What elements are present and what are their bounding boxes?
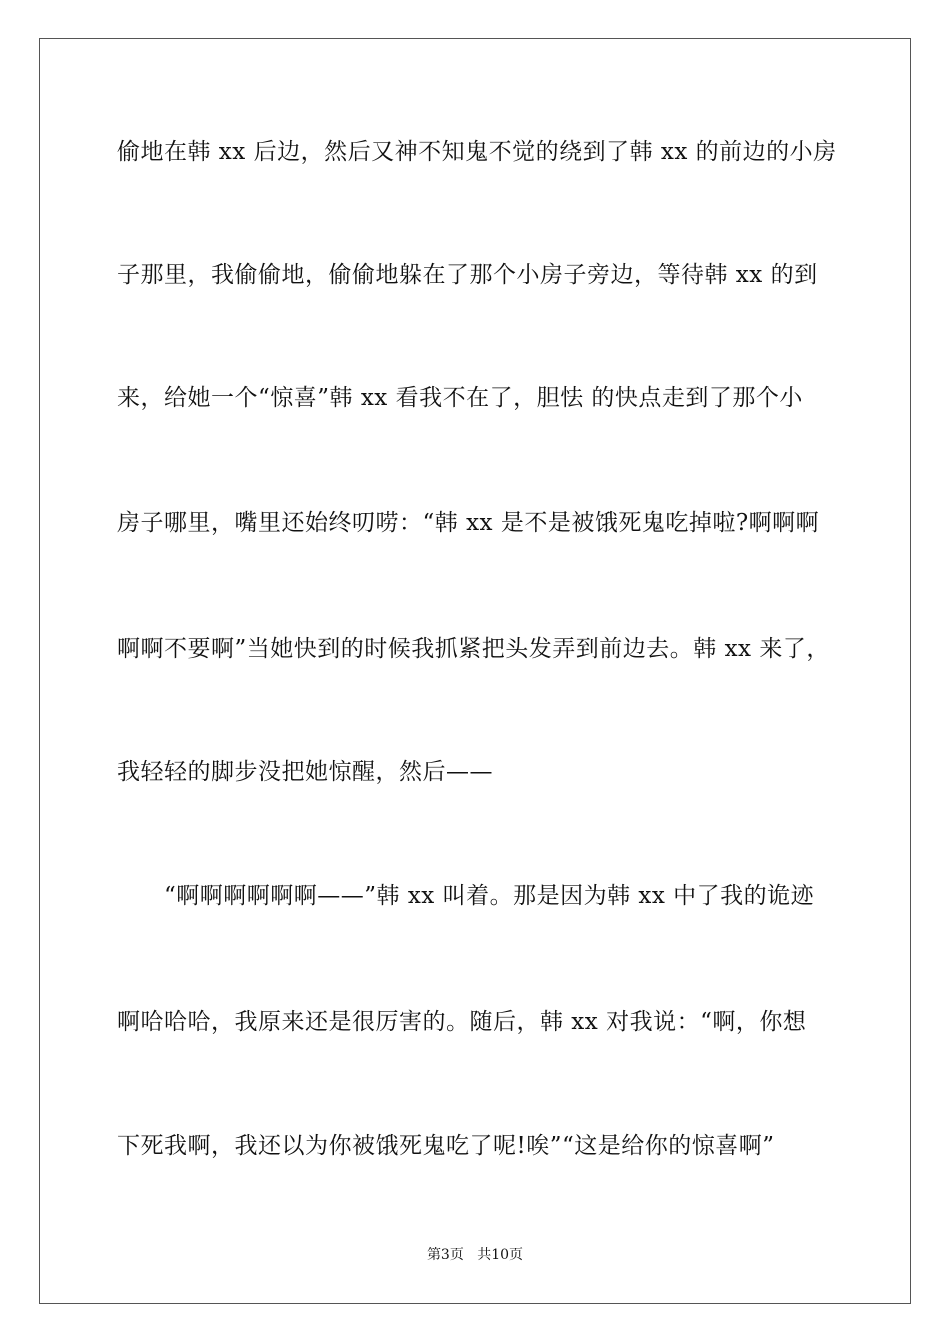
text-line-7: “啊啊啊啊啊啊——”韩 xx 叫着。那是因为韩 xx 中了我的诡迹 [164,883,815,909]
text-line-3: 来，给她一个“惊喜”韩 xx 看我不在了，胆怯 的快点走到了那个小 [117,385,803,411]
page-number-current: 第3页 [426,1247,464,1263]
footer-spacer [464,1247,477,1263]
text-line-6: 我轻轻的脚步没把她惊醒，然后—— [117,759,493,785]
text-line-1: 偷地在韩 xx 后边，然后又神不知鬼不觉的绕到了韩 xx 的前边的小房 [117,139,837,165]
text-line-8: 啊哈哈哈，我原来还是很厉害的。随后，韩 xx 对我说：“啊，你想 [117,1009,807,1035]
text-line-2: 子那里，我偷偷地，偷偷地躲在了那个小房子旁边，等待韩 xx 的到 [117,262,818,288]
text-line-4: 房子哪里，嘴里还始终叨唠：“韩 xx 是不是被饿死鬼吃掉啦?啊啊啊 [117,510,820,536]
text-line-5: 啊啊不要啊”当她快到的时候我抓紧把头发弄到前边去。韩 xx 来了， [117,636,830,662]
page-footer [0,1246,950,1264]
text-line-9: 下死我啊，我还以为你被饿死鬼吃了呢!唉”“这是给你的惊喜啊” [117,1133,775,1159]
page-number-total: 共10页 [477,1247,524,1263]
page-frame [39,38,911,1304]
